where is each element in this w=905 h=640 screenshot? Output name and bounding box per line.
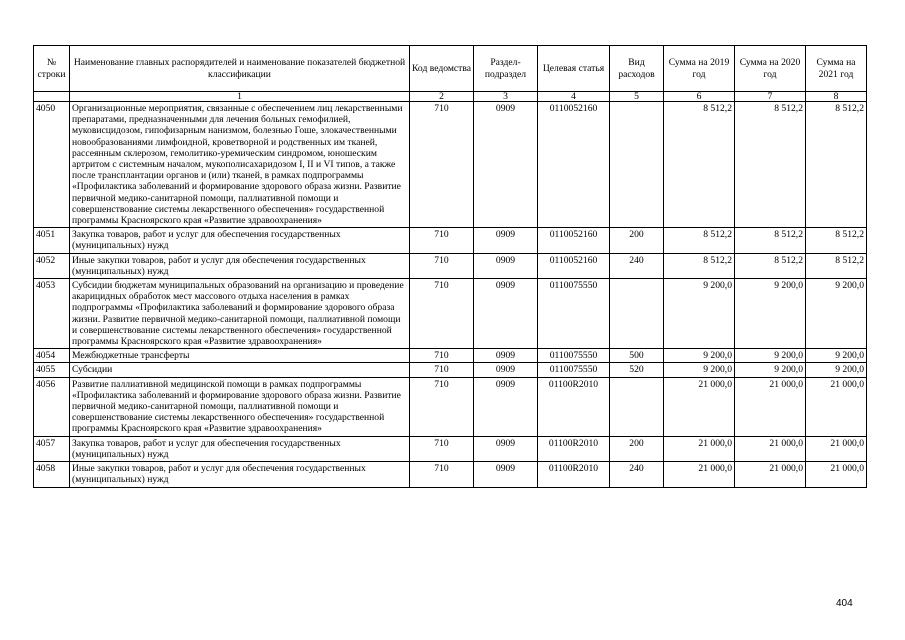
row-department-code: 710 (410, 462, 474, 487)
row-sum-2020: 21 000,0 (735, 462, 806, 487)
table-row (34, 377, 867, 436)
column-number: 5 (610, 92, 664, 102)
row-sum-2020: 21 000,0 (735, 436, 806, 461)
row-expense-type: 200 (610, 228, 664, 253)
header-expense-type: Вид расходов (610, 46, 664, 92)
row-sum-2019: 8 512,2 (664, 253, 735, 278)
row-number: 4053 (34, 279, 70, 349)
row-sum-2020: 8 512,2 (735, 253, 806, 278)
row-expense-type: 240 (610, 462, 664, 487)
row-section: 0909 (474, 102, 538, 228)
row-sum-2019: 9 200,0 (664, 279, 735, 349)
row-name: Закупка товаров, работ и услуг для обеспечения государственных (муниципальных) нужд (70, 228, 410, 253)
row-sum-2019: 9 200,0 (664, 349, 735, 363)
column-number: 3 (474, 92, 538, 102)
row-sum-2019: 8 512,2 (664, 228, 735, 253)
row-name: Развитие паллиативной медицинской помощи в рамках подпрограммы «Профилактика заболеваний и формирование здорового образа жизни. Развитие первичной медико-санитарной помощи, паллиативной помощи и совершенствование системы лекарственного обеспечения» государственной программы Красноярского края «Развитие здравоохранения» (70, 377, 410, 436)
row-sum-2021: 21 000,0 (806, 462, 867, 487)
row-section: 0909 (474, 377, 538, 436)
row-number: 4055 (34, 363, 70, 377)
row-name: Иные закупки товаров, работ и услуг для обеспечения государственных (муниципальных) нужд (70, 462, 410, 487)
row-target-article: 01100R2010 (538, 377, 610, 436)
table-row (34, 253, 867, 278)
table-row (34, 102, 867, 228)
page-number: 404 (836, 598, 853, 609)
row-sum-2020: 9 200,0 (735, 349, 806, 363)
table-row (34, 349, 867, 363)
row-sum-2021: 9 200,0 (806, 349, 867, 363)
row-number: 4057 (34, 436, 70, 461)
table-row (34, 279, 867, 349)
row-sum-2021: 8 512,2 (806, 102, 867, 228)
row-sum-2021: 9 200,0 (806, 279, 867, 349)
row-target-article: 0110052160 (538, 228, 610, 253)
row-number: 4050 (34, 102, 70, 228)
row-number: 4051 (34, 228, 70, 253)
header-target-article: Целевая статья (538, 46, 610, 92)
row-expense-type: 240 (610, 253, 664, 278)
row-target-article: 0110075550 (538, 349, 610, 363)
row-target-article: 0110052160 (538, 253, 610, 278)
row-number: 4056 (34, 377, 70, 436)
row-sum-2020: 9 200,0 (735, 279, 806, 349)
row-name: Межбюджетные трансферты (70, 349, 410, 363)
row-section: 0909 (474, 279, 538, 349)
row-target-article: 0110075550 (538, 279, 610, 349)
row-sum-2020: 21 000,0 (735, 377, 806, 436)
row-expense-type: 500 (610, 349, 664, 363)
row-section: 0909 (474, 349, 538, 363)
row-sum-2021: 8 512,2 (806, 228, 867, 253)
header-section: Раздел-подраздел (474, 46, 538, 92)
row-name: Организационные мероприятия, связанные с обеспечением лиц лекарственными препаратами, предназначенными для лечения больных гемофилией, муковисцидозом, гипофизарным нанизмом, болезнью Гоше, злокачественными новообразованиями лимфоидной, кроветворной и родственных им тканей, рассеянным склерозом, гемолитико-уремическим синдромом, юношеским артритом с системным началом, мукополисахаридозом I, II и VI типов, а также после трансплантации органов и (или) тканей, в рамках подпрограммы «Профилактика заболеваний и формирование здорового образа жизни. Развитие первичной медико-санитарной помощи, паллиативной помощи и совершенствование системы лекарственного обеспечения» государственной программы Красноярского края «Развитие здравоохранения» (70, 102, 410, 228)
row-number: 4054 (34, 349, 70, 363)
row-number: 4058 (34, 462, 70, 487)
header-sum-2020: Сумма на 2020 год (735, 46, 806, 92)
row-department-code: 710 (410, 377, 474, 436)
row-department-code: 710 (410, 253, 474, 278)
row-expense-type (610, 377, 664, 436)
column-number: 7 (735, 92, 806, 102)
row-sum-2021: 21 000,0 (806, 436, 867, 461)
row-name: Субсидии бюджетам муниципальных образований на организацию и проведение акарицидных обработок мест массового отдыха населения в рамках подпрограммы «Профилактика заболеваний и формирование здорового образа жизни. Развитие первичной медико-санитарной помощи, паллиативной помощи и совершенствование системы лекарственного обеспечения» государственной программы Красноярского края «Развитие здравоохранения» (70, 279, 410, 349)
column-number-row (34, 92, 867, 102)
header-row (34, 46, 867, 92)
row-sum-2019: 21 000,0 (664, 462, 735, 487)
budget-table (33, 45, 867, 488)
table-row (34, 462, 867, 487)
column-number: 2 (410, 92, 474, 102)
table-row (34, 436, 867, 461)
row-target-article: 0110075550 (538, 363, 610, 377)
row-sum-2019: 9 200,0 (664, 363, 735, 377)
header-name: Наименование главных распорядителей и наименование показателей бюджетной классификации (70, 46, 410, 92)
header-sum-2021: Сумма на 2021 год (806, 46, 867, 92)
row-department-code: 710 (410, 363, 474, 377)
row-sum-2019: 21 000,0 (664, 377, 735, 436)
row-name: Закупка товаров, работ и услуг для обеспечения государственных (муниципальных) нужд (70, 436, 410, 461)
row-sum-2021: 9 200,0 (806, 363, 867, 377)
row-department-code: 710 (410, 349, 474, 363)
header-row-number: № строки (34, 46, 70, 92)
row-name: Иные закупки товаров, работ и услуг для обеспечения государственных (муниципальных) нужд (70, 253, 410, 278)
table-row (34, 228, 867, 253)
row-sum-2021: 21 000,0 (806, 377, 867, 436)
row-section: 0909 (474, 436, 538, 461)
row-number: 4052 (34, 253, 70, 278)
row-target-article: 01100R2010 (538, 462, 610, 487)
column-number: 1 (70, 92, 410, 102)
row-name: Субсидии (70, 363, 410, 377)
row-department-code: 710 (410, 279, 474, 349)
row-sum-2020: 8 512,2 (735, 102, 806, 228)
row-sum-2019: 8 512,2 (664, 102, 735, 228)
row-target-article: 01100R2010 (538, 436, 610, 461)
row-sum-2021: 8 512,2 (806, 253, 867, 278)
row-sum-2019: 21 000,0 (664, 436, 735, 461)
column-number: 6 (664, 92, 735, 102)
row-sum-2020: 9 200,0 (735, 363, 806, 377)
row-expense-type: 520 (610, 363, 664, 377)
row-department-code: 710 (410, 102, 474, 228)
header-sum-2019: Сумма на 2019 год (664, 46, 735, 92)
column-number: 8 (806, 92, 867, 102)
row-expense-type: 200 (610, 436, 664, 461)
row-department-code: 710 (410, 436, 474, 461)
header-department-code: Код ведомства (410, 46, 474, 92)
row-section: 0909 (474, 462, 538, 487)
row-section: 0909 (474, 228, 538, 253)
row-department-code: 710 (410, 228, 474, 253)
row-section: 0909 (474, 253, 538, 278)
table-row (34, 363, 867, 377)
row-target-article: 0110052160 (538, 102, 610, 228)
column-number: 4 (538, 92, 610, 102)
row-sum-2020: 8 512,2 (735, 228, 806, 253)
row-expense-type (610, 279, 664, 349)
column-number-blank (34, 92, 70, 102)
row-expense-type (610, 102, 664, 228)
row-section: 0909 (474, 363, 538, 377)
